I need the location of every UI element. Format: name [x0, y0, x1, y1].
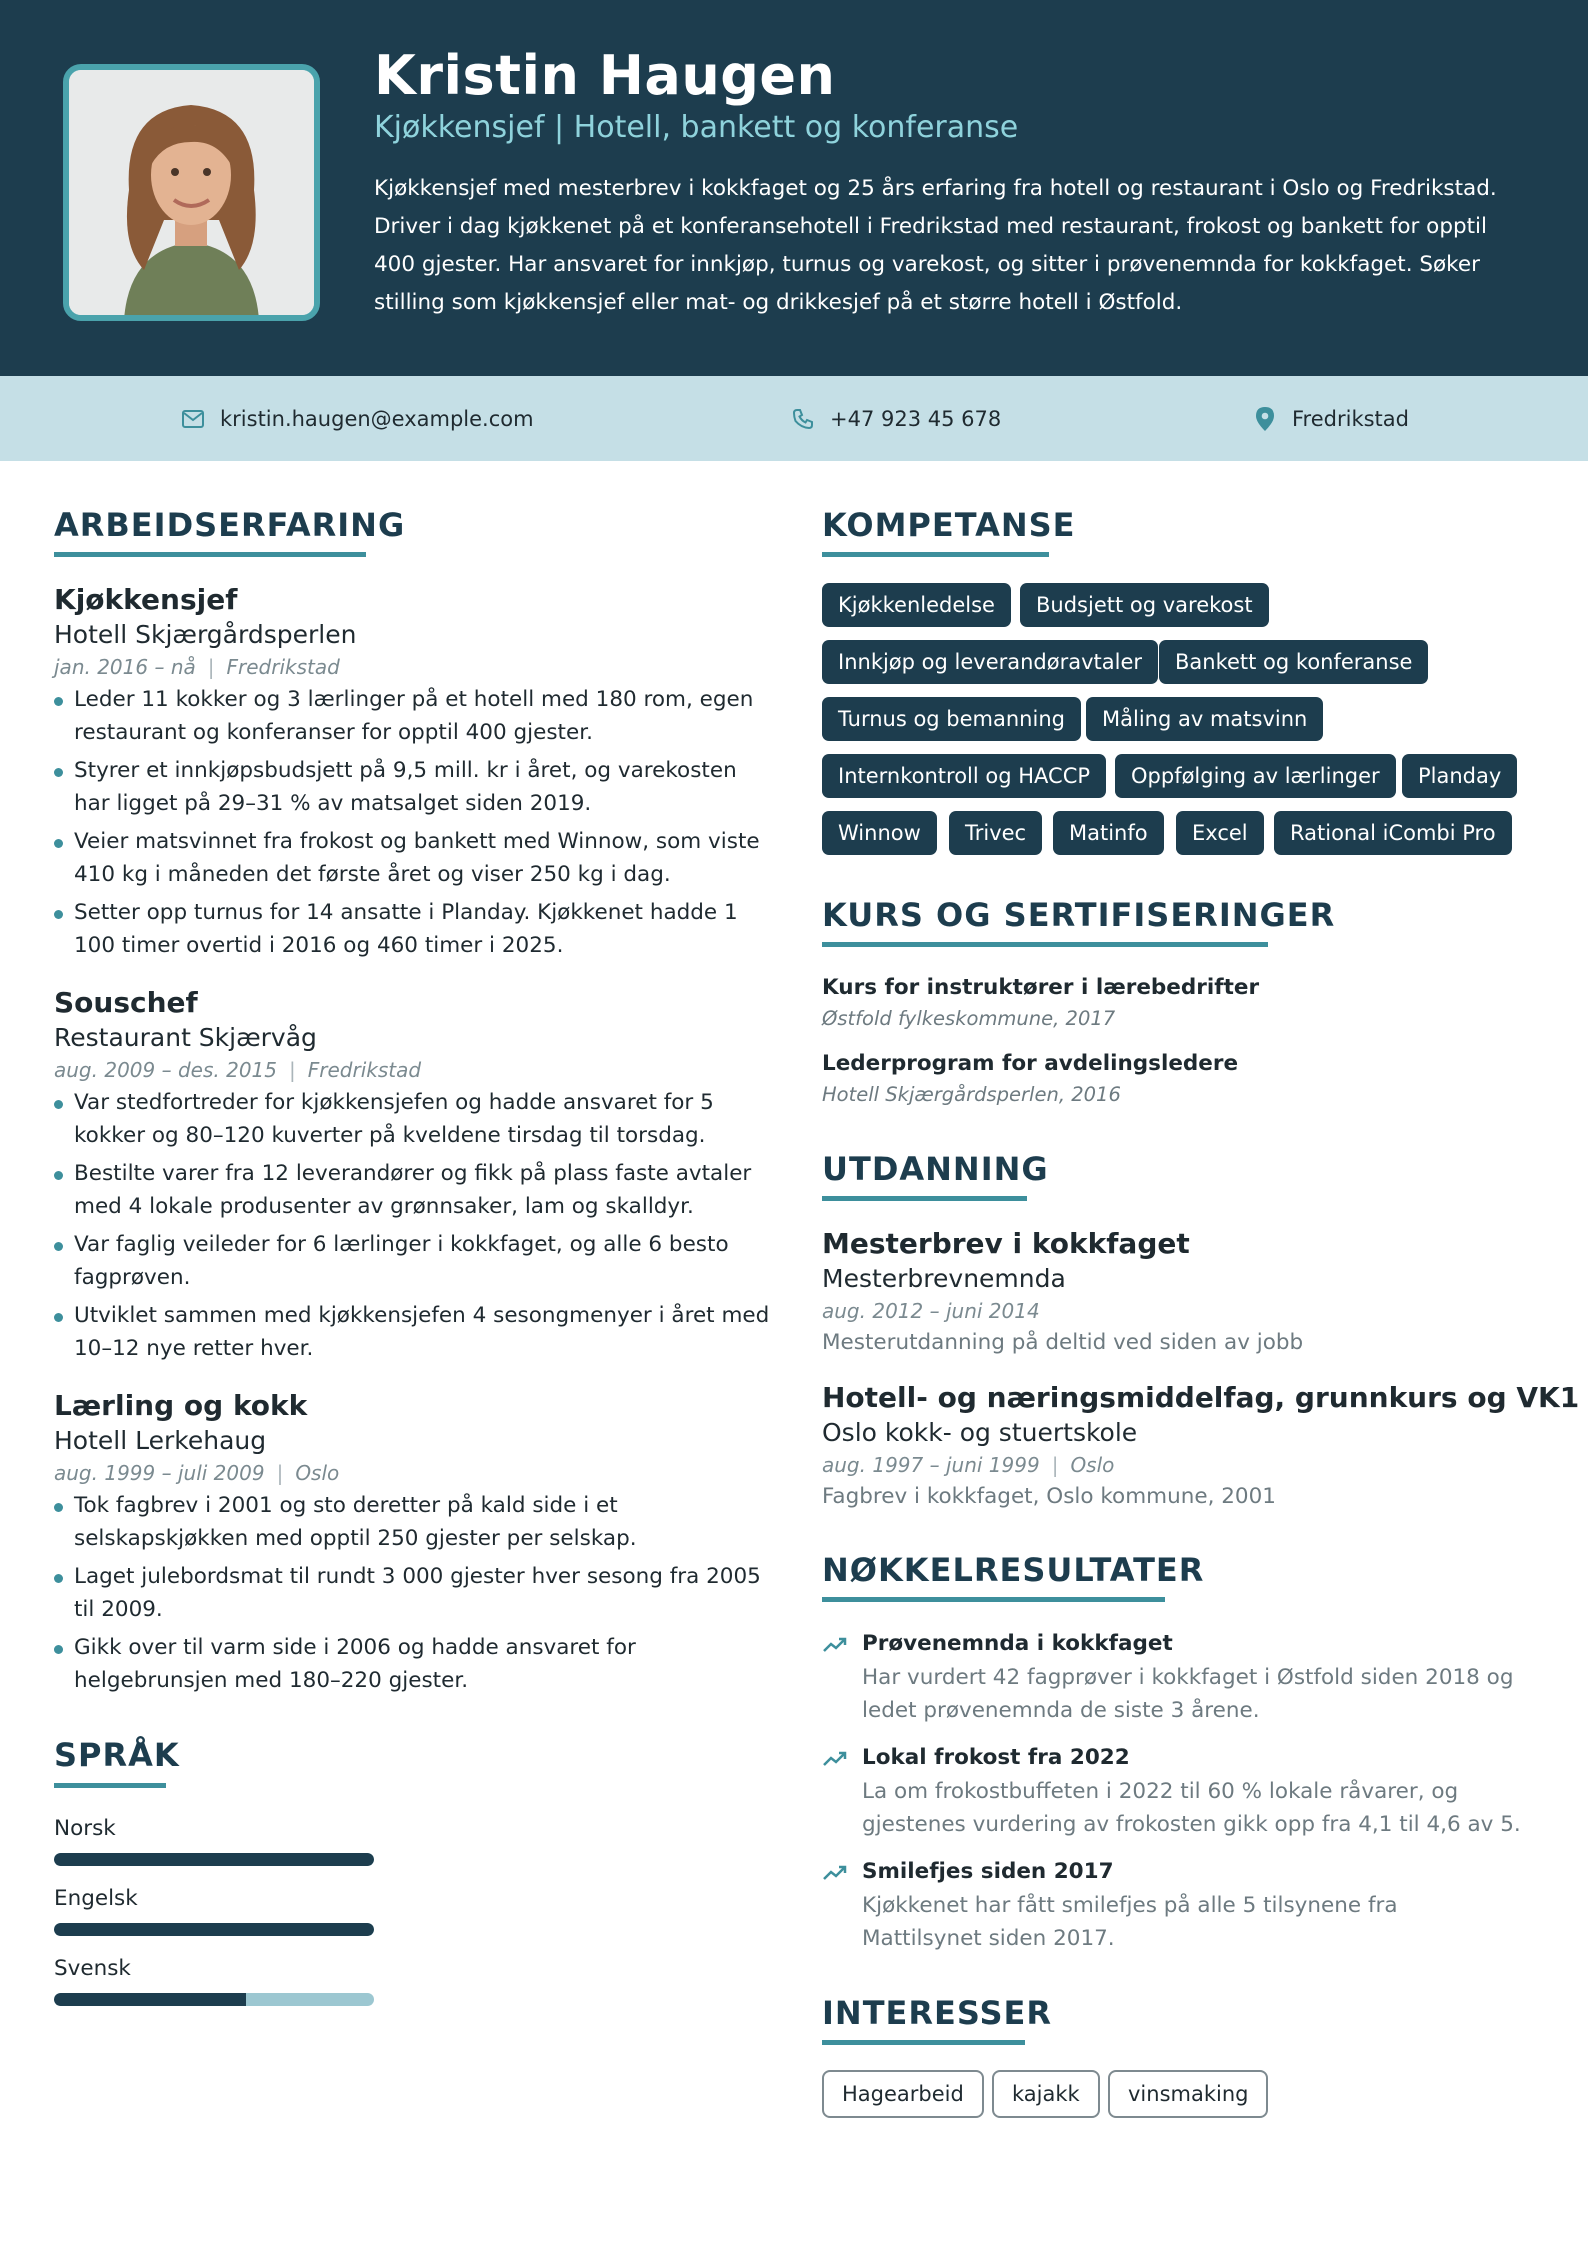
job-company: Hotell Lerkehaug — [54, 1426, 267, 1455]
language-name: Svensk — [54, 1956, 131, 1981]
skill-tag: Internkontroll og HACCP — [822, 754, 1106, 798]
profile-summary: Kjøkkensjef med mesterbrev i kokkfaget og 25 års erfaring fra hotell og restaurant i Oslo og Fredrikstad. Driver i dag kjøkkenet på et konferansehotell i Fredrikstad med restaurant, frokost og bankett for opptil 400 gjester. Har ansvaret for innkjøp, turnus og varekost, og sitter i prøvenemnda for kokkfaget. Søker stilling som kjøkkensjef eller mat- og drikkesjef på et større hotell i Østfold. — [374, 176, 1497, 315]
language-level-fill — [54, 1923, 374, 1936]
candidate-title: Kjøkkensjef | Hotell, bankett og konferanse — [374, 110, 1019, 145]
job-bullet: Var faglig veileder for 6 lærlinger i kokkfaget, og alle 6 besto fagprøven. — [54, 1228, 774, 1294]
job-meta — [54, 1058, 421, 1082]
courses-heading: KURS OG SERTIFISERINGER — [822, 896, 1336, 934]
education-meta — [822, 1453, 1114, 1477]
job-dates: jan. 2016 – nå — [54, 655, 196, 679]
education-title: Mesterbrev i kokkfaget — [822, 1227, 1190, 1260]
meta-separator: | — [1051, 1453, 1059, 1477]
result-title: Smilefjes siden 2017 — [862, 1859, 1114, 1884]
interests-heading: INTERESSER — [822, 1994, 1053, 2032]
results-heading: NØKKELRESULTATER — [822, 1551, 1205, 1589]
contact-phone[interactable] — [790, 376, 1001, 461]
skill-tag: Planday — [1402, 754, 1517, 798]
candidate-name: Kristin Haugen — [374, 44, 836, 107]
education-title: Hotell- og næringsmiddelfag, grunnkurs og VK1 — [822, 1381, 1580, 1414]
mail-icon — [180, 406, 206, 432]
language-level-bar — [54, 1993, 374, 2006]
email-text: kristin.haugen@example.com — [220, 406, 534, 431]
language-name: Norsk — [54, 1816, 116, 1841]
job-bullet: Styrer et innkjøpsbudsjett på 9,5 mill. kr i året, og varekosten har ligget på 29–31 % av matsalget siden 2019. — [54, 754, 774, 820]
skill-tag: Kjøkkenledelse — [822, 583, 1011, 627]
skill-tag: Innkjøp og leverandøravtaler — [822, 640, 1158, 684]
education-dates: aug. 2012 – juni 2014 — [822, 1299, 1040, 1323]
job-company: Restaurant Skjærvåg — [54, 1023, 317, 1052]
meta-separator: | — [207, 655, 215, 679]
map-pin-icon — [1252, 406, 1278, 432]
education-heading-underline — [822, 1196, 1027, 1201]
languages-heading-underline — [54, 1783, 166, 1788]
job-bullet: Setter opp turnus for 14 ansatte i Planday. Kjøkkenet hadde 1 100 timer overtid i 2016 og 460 timer i 2025. — [54, 896, 774, 962]
education-dates: aug. 1997 – juni 1999 — [822, 1453, 1040, 1477]
job-bullet: Laget julebordsmat til rundt 3 000 gjester hver sesong fra 2005 til 2009. — [54, 1560, 774, 1626]
experience-heading: ARBEIDSERFARING — [54, 506, 406, 544]
language-level-fill — [54, 1853, 374, 1866]
header — [0, 0, 1588, 376]
job-title: Kjøkkensjef — [54, 583, 238, 616]
education-place: Oslo — [1070, 1453, 1115, 1477]
job-bullet: Bestilte varer fra 12 leverandører og fikk på plass faste avtaler med 4 lokale produsenter av grønnsaker, lam og skalldyr. — [54, 1157, 774, 1223]
job-bullets — [54, 1489, 774, 1702]
skill-tag: Turnus og bemanning — [822, 697, 1081, 741]
course-issuer: Hotell Skjærgårdsperlen, 2016 — [822, 1083, 1121, 1106]
language-level-bar — [54, 1923, 374, 1936]
course-title: Lederprogram for avdelingsledere — [822, 1051, 1239, 1076]
location-text: Fredrikstad — [1292, 406, 1409, 431]
job-place: Fredrikstad — [307, 1058, 422, 1082]
job-title: Souschef — [54, 986, 198, 1019]
job-meta — [54, 655, 340, 679]
course-issuer: Østfold fylkeskommune, 2017 — [822, 1007, 1116, 1030]
profile-photo — [63, 64, 320, 321]
result-title: Lokal frokost fra 2022 — [862, 1745, 1130, 1770]
trending-up-icon — [822, 1864, 848, 1882]
trending-up-icon — [822, 1750, 848, 1768]
job-place: Oslo — [295, 1461, 340, 1485]
result-title: Prøvenemnda i kokkfaget — [862, 1631, 1173, 1656]
interest-tag: vinsmaking — [1108, 2070, 1268, 2118]
skills-heading-underline — [822, 552, 1049, 557]
job-place: Fredrikstad — [226, 655, 340, 679]
result-description: Har vurdert 42 fagprøver i kokkfaget i Østfold siden 2018 og ledet prøvenemnda de siste 3 årene. — [862, 1665, 1514, 1723]
job-meta — [54, 1461, 339, 1485]
trending-up-icon — [822, 1636, 848, 1654]
job-bullet: Utviklet sammen med kjøkkensjefen 4 sesongmenyer i året med 10–12 nye retter hver. — [54, 1299, 774, 1365]
courses-heading-underline — [822, 942, 1268, 947]
skill-tag: Oppfølging av lærlinger — [1115, 754, 1396, 798]
job-title: Lærling og kokk — [54, 1389, 308, 1422]
job-bullet: Var stedfortreder for kjøkkensjefen og hadde ansvaret for 5 kokker og 80–120 kuverter på kveldene tirsdag til torsdag. — [54, 1086, 774, 1152]
language-level-fill — [54, 1993, 246, 2006]
interest-tag: kajakk — [992, 2070, 1100, 2118]
skill-tag: Winnow — [822, 811, 937, 855]
interest-tag: Hagearbeid — [822, 2070, 984, 2118]
interests-heading-underline — [822, 2040, 1025, 2045]
phone-icon — [790, 406, 816, 432]
job-bullet: Gikk over til varm side i 2006 og hadde ansvaret for helgebrunsjen med 180–220 gjester. — [54, 1631, 774, 1697]
job-dates: aug. 1999 – juli 2009 — [54, 1461, 265, 1485]
results-heading-underline — [822, 1597, 1165, 1602]
skill-tag: Matinfo — [1053, 811, 1164, 855]
skill-tag: Trivec — [949, 811, 1042, 855]
languages-heading: SPRÅK — [54, 1736, 180, 1774]
education-note: Fagbrev i kokkfaget, Oslo kommune, 2001 — [822, 1484, 1276, 1509]
skill-tag: Rational iCombi Pro — [1274, 811, 1512, 855]
skill-tag: Måling av matsvinn — [1086, 697, 1323, 741]
experience-heading-underline — [54, 552, 366, 557]
job-bullet: Veier matsvinnet fra frokost og bankett med Winnow, som viste 410 kg i måneden det første året og viser 250 kg i dag. — [54, 825, 774, 891]
result-description: Kjøkkenet har fått smilefjes på alle 5 tilsynene fra Mattilsynet siden 2017. — [862, 1893, 1398, 1951]
job-dates: aug. 2009 – des. 2015 — [54, 1058, 277, 1082]
meta-separator: | — [289, 1058, 296, 1082]
contact-band — [0, 376, 1588, 461]
job-bullets — [54, 1086, 774, 1370]
course-title: Kurs for instruktører i lærebedrifter — [822, 975, 1260, 1000]
job-bullet: Tok fagbrev i 2001 og sto deretter på kald side i et selskapskjøkken med opptil 250 gjester per selskap. — [54, 1489, 774, 1555]
skills-heading: KOMPETANSE — [822, 506, 1076, 544]
job-bullets — [54, 683, 774, 967]
meta-separator: | — [276, 1461, 284, 1485]
result-description: La om frokostbuffeten i 2022 til 60 % lokale råvarer, og gjestenes vurdering av frokosten gikk opp fra 4,1 til 4,6 av 5. — [862, 1779, 1521, 1837]
job-bullet: Leder 11 kokker og 3 lærlinger på et hotell med 180 rom, egen restaurant og konferanser for opptil 400 gjester. — [54, 683, 774, 749]
skill-tag: Excel — [1176, 811, 1264, 855]
skill-tag: Bankett og konferanse — [1159, 640, 1428, 684]
job-company: Hotell Skjærgårdsperlen — [54, 620, 357, 649]
education-school: Mesterbrevnemnda — [822, 1264, 1066, 1293]
education-school: Oslo kokk- og stuertskole — [822, 1418, 1138, 1447]
education-heading: UTDANNING — [822, 1150, 1049, 1188]
skill-tag: Budsjett og varekost — [1020, 583, 1269, 627]
language-name: Engelsk — [54, 1886, 138, 1911]
education-note: Mesterutdanning på deltid ved siden av jobb — [822, 1330, 1304, 1355]
phone-text: +47 923 45 678 — [830, 406, 1002, 431]
contact-location — [1252, 376, 1409, 461]
contact-email[interactable] — [180, 376, 534, 461]
language-level-bar — [54, 1853, 374, 1866]
